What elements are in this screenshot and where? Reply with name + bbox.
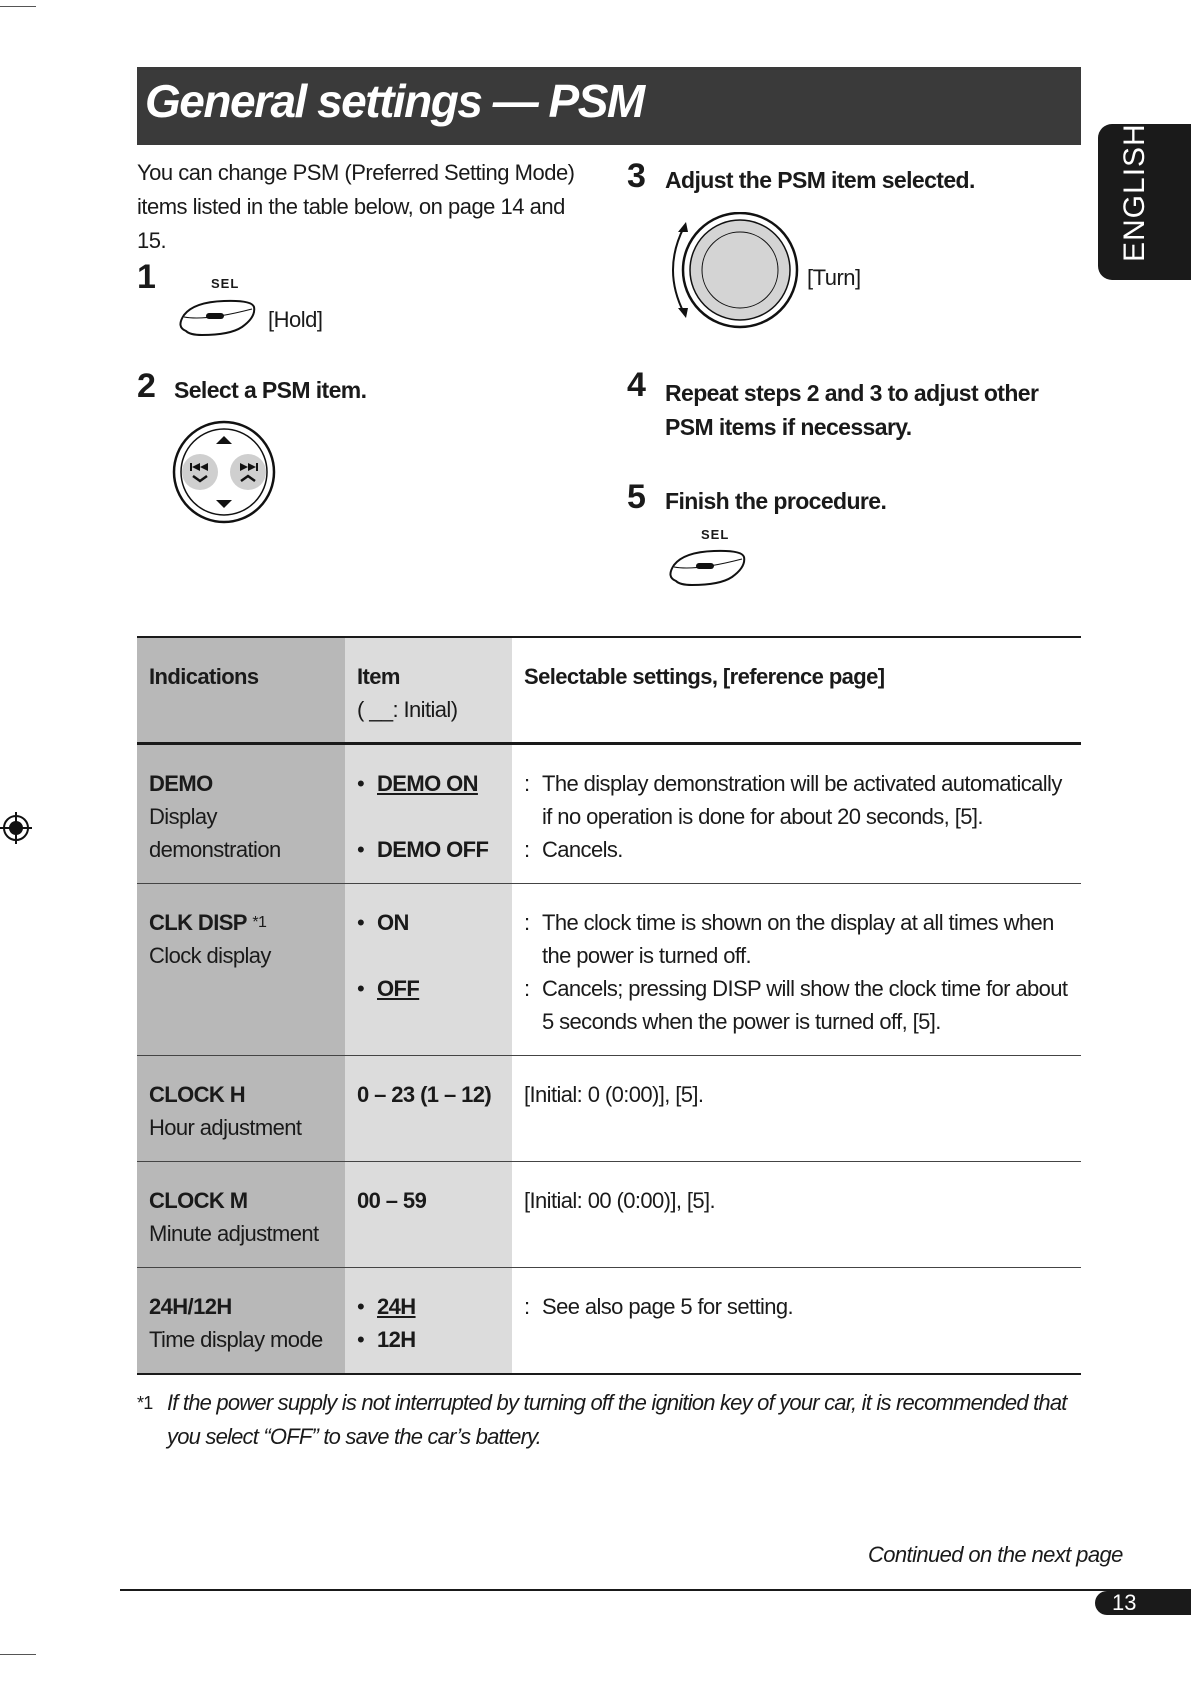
indication-desc: Time display mode (149, 1327, 323, 1352)
footnote-mark: *1 (137, 1393, 153, 1413)
crop-mark (0, 6, 36, 7)
page-number: 13 (1095, 1591, 1191, 1615)
table-row (137, 1162, 1081, 1268)
setting-desc: Cancels. (542, 837, 623, 862)
item-value: DEMO OFF (377, 837, 489, 862)
item-value: 0 – 23 (1 – 12) (357, 1082, 492, 1107)
language-tab (1098, 124, 1191, 280)
header-item-note: ( __: Initial) (357, 697, 458, 722)
sel-button-icon (666, 547, 746, 594)
setting-desc: The display demonstration will be activated automatically if no operation is done for about 20 seconds, [5]. (542, 771, 1062, 829)
item-value: 24H (377, 1294, 416, 1319)
setting-desc: The clock time is shown on the display at all times when the power is turned off. (542, 910, 1054, 968)
volume-knob-icon (664, 212, 800, 335)
table-row: 24H/12H Time display mode • 24H • 12H : See also page 5 for setting. (137, 1268, 1081, 1374)
step-3-number: 3 (627, 157, 646, 195)
continued-note: Continued on the next page (868, 1542, 1123, 1567)
setting-desc: [Initial: 00 (0:00)], [5]. (524, 1188, 716, 1213)
footnote (137, 1386, 1067, 1454)
table-row: CLK DISP $^{*1}$ Clock display • ON • OFF : The clock time is shown on the display at all times when the power is turned off. : Cancels; pressing DISP will show the clock time for about 5 seconds when the power is turned off, [5]. (137, 884, 1081, 1056)
item-value: ON (377, 910, 409, 935)
item-value: DEMO ON (377, 771, 478, 796)
indication-name: 24H/12H (149, 1294, 232, 1319)
sel-label: SEL (211, 276, 240, 291)
indication-desc: Clock display (149, 943, 271, 968)
step-2-text: Select a PSM item. (174, 377, 367, 403)
item-value: OFF (377, 976, 420, 1001)
step-3-text: Adjust the PSM item selected. (665, 167, 975, 193)
table-row (137, 1056, 1081, 1162)
psm-table (137, 638, 1081, 1375)
setting-desc: [Initial: 0 (0:00)], [5]. (524, 1082, 704, 1107)
footer-rule (120, 1589, 1191, 1591)
table-header-row (137, 638, 1081, 744)
indication-name: CLK DISP (149, 910, 247, 935)
control-dial-icon (172, 420, 276, 529)
language-label: ENGLISH (1118, 123, 1151, 262)
hold-label: [Hold] (268, 307, 323, 332)
step-5-number: 5 (627, 478, 646, 516)
step-4-number: 4 (627, 366, 646, 404)
step-5-text: Finish the procedure. (665, 488, 887, 514)
indication-desc: Display demonstration (149, 804, 281, 862)
header-item: Item (357, 664, 400, 689)
indication-name: DEMO (149, 771, 213, 796)
registration-mark-icon (0, 812, 32, 849)
turn-label: [Turn] (807, 265, 861, 290)
setting-desc: Cancels; pressing DISP will show the clock time for about 5 seconds when the power is turned off, [5]. (542, 976, 1068, 1034)
step-4-text: Repeat steps 2 and 3 to adjust other PSM items if necessary. (665, 380, 1039, 440)
crop-mark (0, 1654, 36, 1655)
step-2-number: 2 (137, 367, 156, 405)
intro-text: You can change PSM (Preferred Setting Mode) items listed in the table below, on page 14 and 15. (137, 160, 575, 253)
footnote-text: If the power supply is not interrupted by turning off the ignition key of your car, it is recommended that you select “OFF” to save the car’s battery. (167, 1390, 1067, 1449)
sel-button-icon (176, 297, 256, 344)
setting-desc: See also page 5 for setting. (542, 1294, 794, 1319)
item-value: 12H (377, 1327, 416, 1352)
indication-desc: Hour adjustment (149, 1115, 302, 1140)
header-indications: Indications (149, 664, 259, 689)
sel-label: SEL (701, 527, 730, 542)
footnote-ref: *1 (252, 914, 267, 931)
table-row: DEMO Display demonstration • DEMO ON • DEMO OFF : The display demonstration will be activated automatically if no operation is done for about 20 seconds, [5]. : Cancels. (137, 744, 1081, 884)
step-1-number: 1 (137, 258, 156, 296)
page-title: General settings — PSM (145, 75, 644, 127)
indication-desc: Minute adjustment (149, 1221, 319, 1246)
title-bar (137, 67, 1081, 145)
indication-name: CLOCK M (149, 1188, 248, 1213)
item-value: 00 – 59 (357, 1188, 427, 1213)
indication-name: CLOCK H (149, 1082, 246, 1107)
header-settings: Selectable settings, [reference page] (524, 664, 885, 689)
